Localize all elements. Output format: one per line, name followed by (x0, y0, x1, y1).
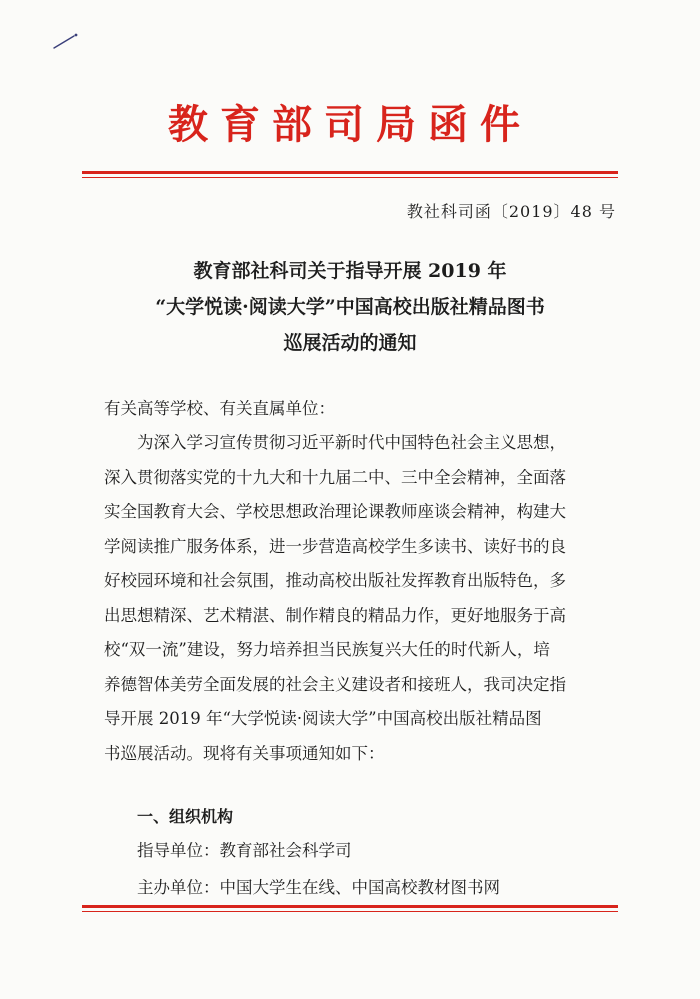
document-title-line: 教育部社科司关于指导开展 2019 年 (193, 260, 507, 282)
salutation: 有关高等学校、有关直属单位： (104, 399, 335, 418)
footer-red-rule (82, 905, 618, 912)
paragraph-line: 学阅读推广服务体系，进一步营造高校学生多读书、读好书的良 (104, 536, 566, 556)
paragraph-line: 深入贯彻落实党的十九大和十九届二中、三中全会精神，全面落 (104, 467, 566, 487)
document-title-line: 巡展活动的通知 (283, 332, 417, 354)
document-title-line: “大学悦读·阅读大学”中国高校出版社精品图书 (155, 296, 545, 318)
pen-stroke-mark (52, 30, 82, 50)
paragraph-line: 校“双一流”建设，努力培养担当民族复兴大任的时代新人，培 (104, 640, 550, 659)
paragraph-line: 好校园环境和社会氛围，推动高校出版社发挥教育出版特色，多 (104, 571, 566, 590)
document-title (0, 253, 700, 361)
paragraph-line: 养德智体美劳全面发展的社会主义建设者和接班人，我司决定指 (104, 674, 566, 694)
paragraph-line: 书巡展活动。现将有关事项通知如下： (104, 743, 385, 763)
paragraph-line: 出思想精深、艺术精湛、制作精良的精品力作，更好地服务于高 (104, 605, 566, 625)
paragraph-line: 导开展 2019 年“大学悦读·阅读大学”中国高校出版社精品图 (104, 709, 542, 728)
letterhead-title: 教育部司局函件 (168, 101, 532, 148)
section-heading-organization: 一、组织机构 (137, 807, 234, 826)
paragraph-line: 实全国教育大会、学校思想政治理论课教师座谈会精神，构建大 (104, 502, 566, 521)
guide-unit-line: 指导单位：教育部社会科学司 (137, 841, 352, 860)
document-number: 教社科司函〔2019〕48 号 (406, 202, 616, 221)
body-paragraph (104, 426, 614, 771)
letterhead-red-rule (82, 171, 618, 178)
host-unit-line: 主办单位：中国大学生在线、中国高校教材图书网 (137, 878, 500, 897)
paragraph-line: 为深入学习宣传贯彻习近平新时代中国特色社会主义思想， (137, 433, 566, 452)
